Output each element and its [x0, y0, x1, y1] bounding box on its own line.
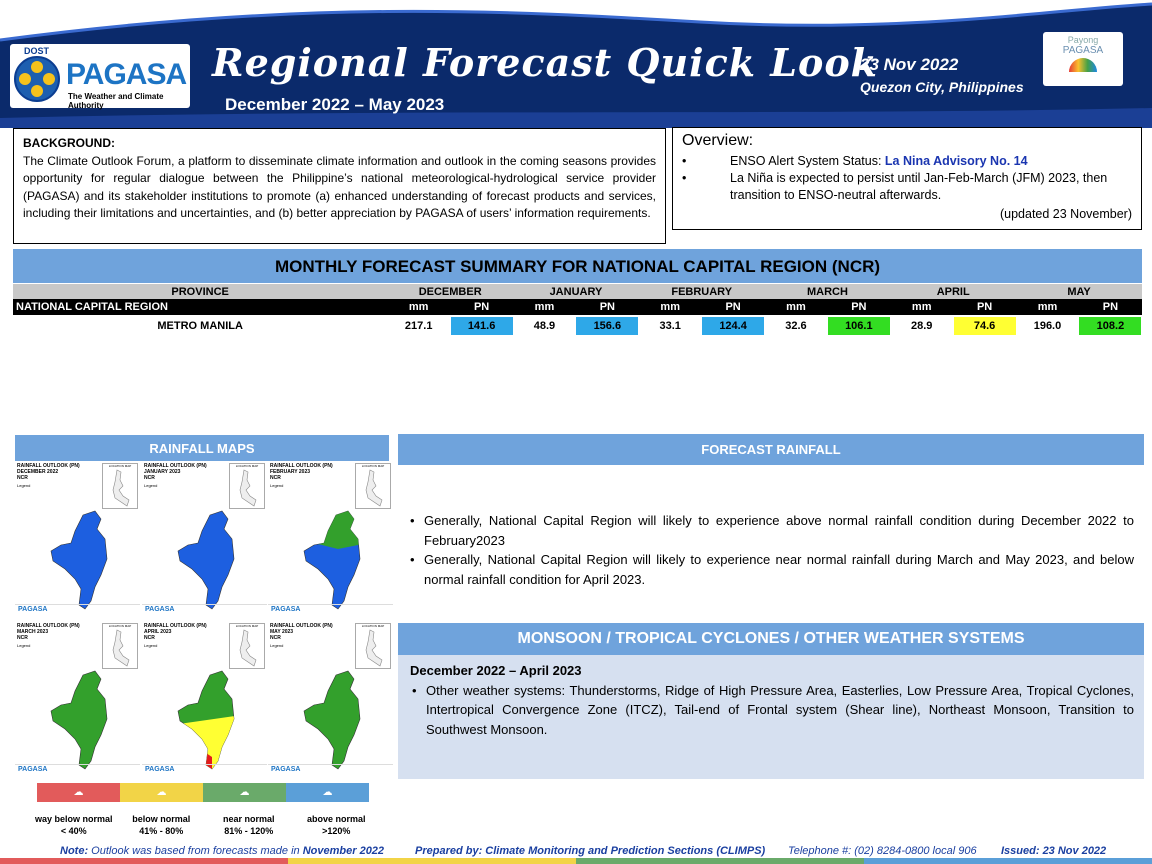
mm-header: mm — [890, 299, 953, 315]
legend-swatch — [286, 783, 369, 802]
pn-value: 141.6 — [451, 317, 513, 335]
pn-header: PN — [827, 299, 890, 315]
background-text: The Climate Outlook Forum, a platform to disseminate climate information and outlook in the coming seasons provides opportunity for regular dialogue between the Philippine’s national meteorological-hydrological service provider (PAGASA) and its stakeholder institutions to promote (a) enhanced understanding of forecast products and services, including their limitations and uncertainties, and (b) better appreciation by PAGASA of users’ information requirements. — [23, 153, 656, 220]
ncr-region-shape — [172, 509, 242, 613]
mm-value: 32.6 — [785, 320, 807, 332]
rainfall-map — [268, 621, 393, 780]
pn-header: PN — [953, 299, 1016, 315]
overview-updated: (updated 23 November) — [999, 207, 1132, 221]
legend-swatch — [37, 783, 120, 802]
rainfall-legend-bar — [37, 783, 369, 802]
list-item: • Other weather systems: Thunderstorms, Ridge of High Pressure Area, Easterlies, Low Pressure Area, Tropical Cyclones, Intertropical Convergence Zone (ITCZ), Tail-end of Frontal system (Shear line), Northeast Monsoon, Transition to Southwest Monsoon. — [410, 681, 1134, 740]
map-title: RAINFALL OUTLOOK (PN) FEBRUARY 2023 NCR — [270, 463, 333, 481]
legend-label: below normal 41% - 80% — [132, 814, 191, 836]
pagasa-mini-logo: PAGASA — [145, 766, 175, 773]
map-footer — [142, 764, 267, 778]
footer-issued: Issued: 23 Nov 2022 — [1001, 845, 1107, 857]
summary-table — [13, 284, 1142, 337]
pn-value: 156.6 — [576, 317, 638, 335]
rainfall-map — [142, 621, 267, 780]
pagasa-mini-logo: PAGASA — [145, 606, 175, 613]
legend-label: way below normal < 40% — [34, 814, 113, 836]
footer-color-bar — [0, 858, 1152, 864]
legend-swatch — [203, 783, 286, 802]
location-map-inset: LOCATION MAP — [355, 463, 391, 509]
mm-header: mm — [639, 299, 702, 315]
map-footer — [268, 604, 393, 618]
map-footer — [15, 764, 140, 778]
month-header: JANUARY — [513, 284, 639, 299]
rainfall-legend-labels — [30, 813, 380, 837]
header-banner — [0, 0, 1152, 128]
pn-header: PN — [1079, 299, 1142, 315]
payong-pagasa-logo: Payong PAGASA — [1043, 32, 1123, 86]
issue-date: 23 Nov 2022 — [860, 55, 959, 74]
enso-advisory: La Nina Advisory No. 14 — [884, 154, 1028, 168]
mm-value: 48.9 — [533, 320, 556, 332]
region-label: NATIONAL CAPITAL REGION — [13, 299, 387, 315]
cloud-icon: ☁ — [322, 787, 333, 798]
month-header: APRIL — [890, 284, 1016, 299]
month-header: DECEMBER — [387, 284, 513, 299]
location-map-inset: LOCATION MAP — [102, 623, 138, 669]
cloud-icon: ☁ — [239, 787, 250, 798]
map-title: RAINFALL OUTLOOK (PN) APRIL 2023 NCR — [144, 623, 207, 641]
mm-header: mm — [765, 299, 828, 315]
mm-header: mm — [1016, 299, 1079, 315]
mm-header: mm — [387, 299, 450, 315]
mm-value: 217.1 — [404, 320, 433, 332]
mm-value: 196.0 — [1033, 320, 1062, 332]
month-header: MARCH — [765, 284, 891, 299]
map-title: RAINFALL OUTLOOK (PN) MARCH 2023 NCR — [17, 623, 80, 641]
map-title: RAINFALL OUTLOOK (PN) DECEMBER 2022 NCR — [17, 463, 80, 481]
map-footer — [15, 604, 140, 618]
pagasa-logo — [10, 44, 190, 108]
pn-value: 124.4 — [702, 317, 764, 335]
rainfall-map — [15, 621, 140, 780]
pn-value: 106.1 — [828, 317, 890, 335]
pagasa-mini-logo: PAGASA — [271, 766, 301, 773]
rainfall-map — [268, 461, 393, 620]
pn-header: PN — [576, 299, 639, 315]
map-legend: Legend — [144, 643, 158, 648]
pagasa-seal-icon — [14, 56, 60, 102]
pagasa-wordmark: PAGASA — [66, 58, 187, 91]
map-title: RAINFALL OUTLOOK (PN) JANUARY 2023 NCR — [144, 463, 207, 481]
ncr-region-shape — [298, 669, 368, 773]
ncr-region-shape — [45, 509, 115, 613]
forecast-rainfall-heading: FORECAST RAINFALL — [398, 434, 1144, 465]
month-header: FEBRUARY — [639, 284, 765, 299]
overview-heading: Overview: — [682, 132, 754, 149]
ncr-region-shape — [172, 669, 242, 773]
pn-header: PN — [450, 299, 513, 315]
footer-telephone: Telephone #: (02) 8284-0800 local 906 — [788, 845, 977, 857]
map-legend: Legend — [17, 643, 31, 648]
location-map-inset: LOCATION MAP — [355, 623, 391, 669]
weather-systems-period: December 2022 – April 2023 — [410, 663, 582, 678]
rainfall-maps-grid — [15, 461, 389, 779]
overview-item-lanina: • La Niña is expected to persist until Jan-Feb-March (JFM) 2023, then transition to ENSO-neutral afterwards. — [682, 170, 1132, 204]
overview-item-enso: • ENSO Alert System Status: La Nina Advisory No. 14 — [682, 153, 1132, 170]
ncr-region-shape — [298, 509, 368, 613]
issue-location: Quezon City, Philippines — [860, 79, 1024, 95]
pn-header: PN — [702, 299, 765, 315]
pn-value: 74.6 — [954, 317, 1016, 335]
summary-month-row — [13, 284, 1142, 299]
location-map-inset: LOCATION MAP — [102, 463, 138, 509]
mm-header: mm — [513, 299, 576, 315]
list-item: • Generally, National Capital Region will likely to experience near normal rainfall during March and May 2023, and below normal rainfall condition for April 2023. — [408, 550, 1134, 589]
weather-systems-body — [410, 661, 1134, 739]
province-name: METRO MANILA — [157, 320, 243, 332]
location-map-inset: LOCATION MAP — [229, 463, 265, 509]
legend-swatch — [120, 783, 203, 802]
forecast-period: December 2022 – May 2023 — [225, 95, 445, 114]
month-header: MAY — [1016, 284, 1142, 299]
map-title: RAINFALL OUTLOOK (PN) MAY 2023 NCR — [270, 623, 333, 641]
background-heading: BACKGROUND: — [23, 136, 115, 150]
rainfall-map — [142, 461, 267, 620]
background-panel — [13, 128, 666, 244]
pagasa-mini-logo: PAGASA — [271, 606, 301, 613]
page-title: Regional Forecast Quick Look — [212, 40, 879, 85]
pagasa-tagline: The Weather and Climate Authority — [68, 92, 164, 110]
province-header: PROVINCE — [13, 284, 387, 299]
pn-value: 108.2 — [1079, 317, 1141, 335]
legend-label: above normal >120% — [306, 814, 366, 836]
map-legend: Legend — [17, 483, 31, 488]
umbrella-icon — [1069, 58, 1097, 72]
legend-label: near normal 81% - 120% — [222, 814, 275, 836]
map-footer — [268, 764, 393, 778]
forecast-rainfall-body — [408, 511, 1134, 589]
list-item: • Generally, National Capital Region will likely to experience above normal rainfall condition during December 2022 to February2023 — [408, 511, 1134, 550]
pagasa-mini-logo: PAGASA — [18, 606, 48, 613]
mm-value: 28.9 — [911, 320, 933, 332]
overview-panel — [672, 127, 1142, 230]
map-legend: Legend — [270, 643, 284, 648]
footer-note: Note: Outlook was based from forecasts made in November 2022 — [60, 845, 385, 857]
map-footer — [142, 604, 267, 618]
mm-value: 33.1 — [659, 320, 681, 332]
cloud-icon: ☁ — [73, 787, 84, 798]
footer-prepared: Prepared by: Climate Monitoring and Prediction Sections (CLIMPS) — [415, 845, 766, 857]
ncr-region-shape — [45, 669, 115, 773]
dost-label: DOST — [24, 46, 50, 56]
cloud-icon: ☁ — [156, 787, 167, 798]
location-map-inset: LOCATION MAP — [229, 623, 265, 669]
weather-systems-heading: MONSOON / TROPICAL CYCLONES / OTHER WEATHER SYSTEMS — [398, 623, 1144, 655]
map-legend: Legend — [144, 483, 158, 488]
summary-unit-row — [13, 299, 1142, 315]
pagasa-mini-logo: PAGASA — [18, 766, 48, 773]
map-legend: Legend — [270, 483, 284, 488]
rainfall-map — [15, 461, 140, 620]
summary-heading: MONTHLY FORECAST SUMMARY FOR NATIONAL CAPITAL REGION (NCR) — [13, 249, 1142, 283]
rainfall-maps-heading: RAINFALL MAPS — [15, 435, 389, 461]
table-row — [13, 315, 1142, 337]
